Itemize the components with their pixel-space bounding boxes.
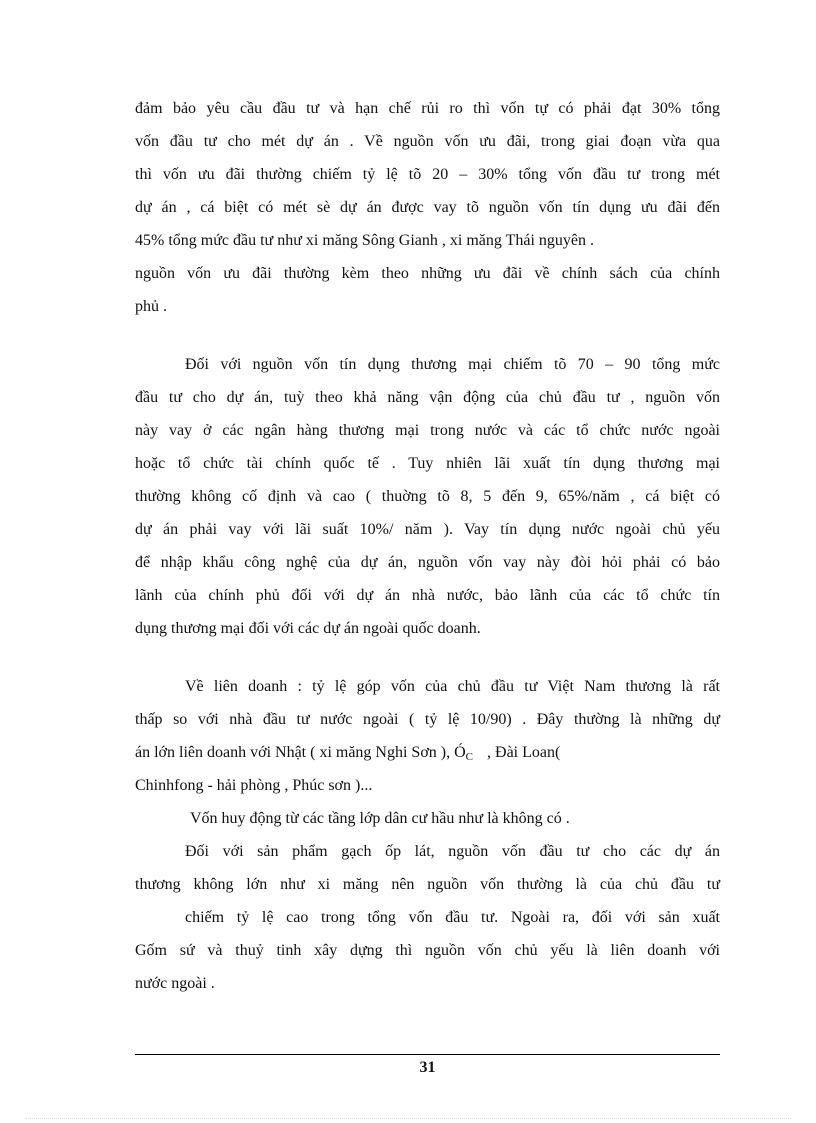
text-line: 45% tổng mức đầu tư như xi măng Sông Gianh , xi măng Thái nguyên .: [135, 232, 594, 249]
text-fragment: án lớn liên doanh với Nhật ( xi măng Nghi Sơn ), Ó: [135, 744, 466, 761]
text-line: Gốm sứ và thuỷ tinh xây dựng thì nguồn vốn chủ yếu là liên doanh với: [135, 942, 720, 959]
paragraph-gap: [135, 645, 720, 670]
paragraph-gap: [135, 323, 720, 348]
text-line: Chinhfong - hải phòng , Phúc sơn )...: [135, 777, 373, 794]
footer-divider: [135, 1054, 720, 1055]
text-line: dự án phải vay với lãi suất 10%/ năm ). Vay tín dụng nước ngoài chủ yếu: [135, 521, 720, 538]
text-line: nước ngoài .: [135, 975, 215, 992]
text-line: thấp so với nhà đầu tư nước ngoài ( tỷ lệ 10/90) . Đây thường là những dự: [135, 711, 720, 728]
text-line: thương không lớn như xi măng nên nguồn vốn thường là của chủ đầu tư: [135, 876, 720, 893]
text-fragment: , Đài Loan(: [487, 744, 561, 761]
text-line: đầu tư cho dự án, tuỳ theo khả năng vận động của chủ đầu tư , nguồn vốn: [135, 389, 720, 406]
text-line: Đối với sản phẩm gạch ốp lát, nguồn vốn đầu tư cho các dự án: [185, 843, 720, 860]
text-line: Vốn huy động từ các tầng lớp dân cư hầu như là không có .: [190, 810, 570, 827]
text-line: chiếm tỷ lệ cao trong tổng vốn đầu tư. Ngoài ra, đối với sản xuất: [185, 909, 720, 926]
text-line: lãnh của chính phủ đối với dự án nhà nước, bảo lãnh của các tổ chức tín: [135, 587, 720, 604]
text-line: dụng thương mại đối với các dự án ngoài quốc doanh.: [135, 620, 481, 637]
body-text: [135, 92, 720, 1000]
page-edge-divider: [25, 1118, 791, 1119]
text-line: hoặc tổ chức tài chính quốc tế . Tuy nhiên lãi xuất tín dụng thương mại: [135, 455, 720, 472]
text-line: nguồn vốn ưu đãi thường kèm theo những ưu đãi về chính sách của chính: [135, 265, 720, 282]
text-line: đảm bảo yêu cầu đầu tư và hạn chế rủi ro thì vốn tự có phải đạt 30% tổng: [135, 100, 720, 117]
text-line: để nhập khẩu công nghệ của dự án, nguồn vốn vay này đòi hỏi phải có bảo: [135, 554, 720, 571]
text-line: Về liên doanh : tỷ lệ góp vốn của chủ đầu tư Việt Nam thương là rất: [185, 678, 720, 695]
text-line: vốn đầu tư cho mét dự án . Về nguồn vốn ưu đãi, trong giai đoạn vừa qua: [135, 133, 720, 150]
text-line: dự án , cá biệt có mét sè dự án được vay tõ nguồn vốn tín dụng ưu đãi đến: [135, 199, 720, 216]
text-line: thường không cố định và cao ( thuờng tõ 8, 5 đến 9, 65%/năm , cá biệt có: [135, 488, 720, 505]
text-line: thì vốn ưu đãi thường chiếm tỷ lệ tõ 20 – 30% tổng vốn đầu tư trong mét: [135, 166, 720, 183]
page-number: 31: [419, 1059, 436, 1076]
text-line: này vay ở các ngân hàng thương mại trong nước và các tổ chức nước ngoài: [135, 422, 720, 439]
text-line: Đối với nguồn vốn tín dụng thương mại chiếm tõ 70 – 90 tổng mức: [185, 356, 720, 373]
text-line: phủ .: [135, 298, 167, 315]
text-line-with-subscript: [135, 736, 720, 769]
subscript-text: C: [465, 751, 474, 763]
